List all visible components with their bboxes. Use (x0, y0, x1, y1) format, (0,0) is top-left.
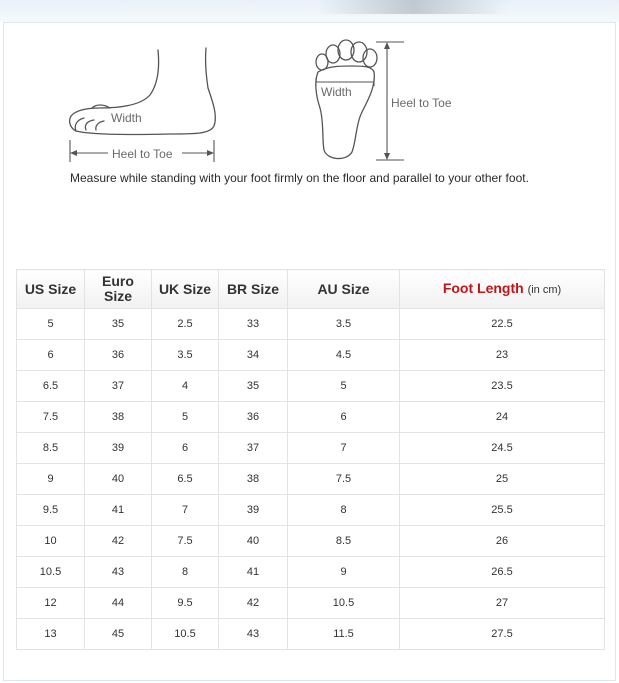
cell-us: 5 (17, 309, 85, 340)
cell-euro: 43 (85, 557, 152, 588)
cell-euro: 42 (85, 526, 152, 557)
table-row (17, 464, 605, 495)
cell-foot-length: 23.5 (400, 371, 605, 402)
cell-uk: 6 (152, 433, 219, 464)
cell-br: 41 (219, 557, 288, 588)
cell-au: 7 (288, 433, 400, 464)
cell-euro: 45 (85, 619, 152, 650)
size-rows (17, 309, 605, 650)
cell-br: 40 (219, 526, 288, 557)
foot-measurement-diagram (0, 0, 619, 200)
header-euro-size (85, 270, 152, 309)
sole-foot-illustration (316, 40, 377, 159)
cell-uk: 6.5 (152, 464, 219, 495)
cell-br: 43 (219, 619, 288, 650)
side-width-label: Width (111, 111, 142, 125)
table-row (17, 340, 605, 371)
cell-au: 3.5 (288, 309, 400, 340)
measurement-instruction: Measure while standing with your foot firmly on the floor and parallel to your other foot. (70, 171, 529, 185)
cell-us: 6 (17, 340, 85, 371)
header-euro-line1: Euro (102, 273, 134, 289)
cell-br: 33 (219, 309, 288, 340)
cell-uk: 10.5 (152, 619, 219, 650)
cell-euro: 44 (85, 588, 152, 619)
cell-foot-length: 25.5 (400, 495, 605, 526)
cell-us: 7.5 (17, 402, 85, 433)
cell-br: 34 (219, 340, 288, 371)
cell-foot-length: 25 (400, 464, 605, 495)
cell-uk: 8 (152, 557, 219, 588)
table-row (17, 309, 605, 340)
cell-foot-length: 23 (400, 340, 605, 371)
cell-uk: 7.5 (152, 526, 219, 557)
table-row (17, 402, 605, 433)
header-euro-line2: Size (103, 288, 132, 304)
cell-au: 9 (288, 557, 400, 588)
header-uk-size: UK Size (152, 270, 219, 309)
cell-us: 6.5 (17, 371, 85, 402)
sole-length-arrow-top (384, 42, 390, 49)
size-chart-table (16, 269, 605, 650)
header-foot-length-label: Foot Length (442, 279, 524, 296)
cell-br: 42 (219, 588, 288, 619)
cell-uk: 9.5 (152, 588, 219, 619)
cell-uk: 5 (152, 402, 219, 433)
sole-length-arrow-bottom (384, 153, 390, 160)
cell-uk: 2.5 (152, 309, 219, 340)
cell-uk: 7 (152, 495, 219, 526)
cell-au: 4.5 (288, 340, 400, 371)
cell-us: 13 (17, 619, 85, 650)
cell-uk: 3.5 (152, 340, 219, 371)
cell-foot-length: 24.5 (400, 433, 605, 464)
table-row (17, 495, 605, 526)
cell-br: 35 (219, 371, 288, 402)
cell-au: 6 (288, 402, 400, 433)
cell-us: 10.5 (17, 557, 85, 588)
cell-au: 11.5 (288, 619, 400, 650)
cell-au: 8.5 (288, 526, 400, 557)
header-au-size: AU Size (288, 270, 400, 309)
sole-width-label: Width (321, 85, 352, 99)
table-row (17, 588, 605, 619)
table-header-row (17, 270, 605, 309)
table-row (17, 433, 605, 464)
cell-br: 39 (219, 495, 288, 526)
cell-foot-length: 26 (400, 526, 605, 557)
cell-foot-length: 27 (400, 588, 605, 619)
table-row (17, 526, 605, 557)
side-length-label: Heel to Toe (112, 147, 173, 161)
cell-euro: 37 (85, 371, 152, 402)
table-row (17, 371, 605, 402)
cell-foot-length: 26.5 (400, 557, 605, 588)
table-row (17, 619, 605, 650)
header-foot-length-unit: (in cm) (527, 283, 562, 296)
cell-br: 38 (219, 464, 288, 495)
table-row (17, 557, 605, 588)
cell-au: 10.5 (288, 588, 400, 619)
side-length-arrow-right (207, 150, 214, 156)
cell-br: 37 (219, 433, 288, 464)
header-foot-length (400, 270, 605, 309)
side-length-arrow-left (70, 150, 77, 156)
header-br-size: BR Size (219, 270, 288, 309)
side-foot-illustration (70, 48, 216, 135)
cell-euro: 40 (85, 464, 152, 495)
header-us-size: US Size (17, 270, 85, 309)
cell-euro: 38 (85, 402, 152, 433)
cell-euro: 41 (85, 495, 152, 526)
cell-us: 9.5 (17, 495, 85, 526)
cell-us: 8.5 (17, 433, 85, 464)
sole-length-label: Heel to Toe (391, 96, 452, 110)
cell-au: 8 (288, 495, 400, 526)
cell-euro: 35 (85, 309, 152, 340)
cell-foot-length: 24 (400, 402, 605, 433)
cell-euro: 36 (85, 340, 152, 371)
cell-euro: 39 (85, 433, 152, 464)
cell-us: 9 (17, 464, 85, 495)
cell-br: 36 (219, 402, 288, 433)
cell-us: 10 (17, 526, 85, 557)
cell-au: 5 (288, 371, 400, 402)
cell-foot-length: 27.5 (400, 619, 605, 650)
cell-foot-length: 22.5 (400, 309, 605, 340)
cell-us: 12 (17, 588, 85, 619)
cell-uk: 4 (152, 371, 219, 402)
cell-au: 7.5 (288, 464, 400, 495)
